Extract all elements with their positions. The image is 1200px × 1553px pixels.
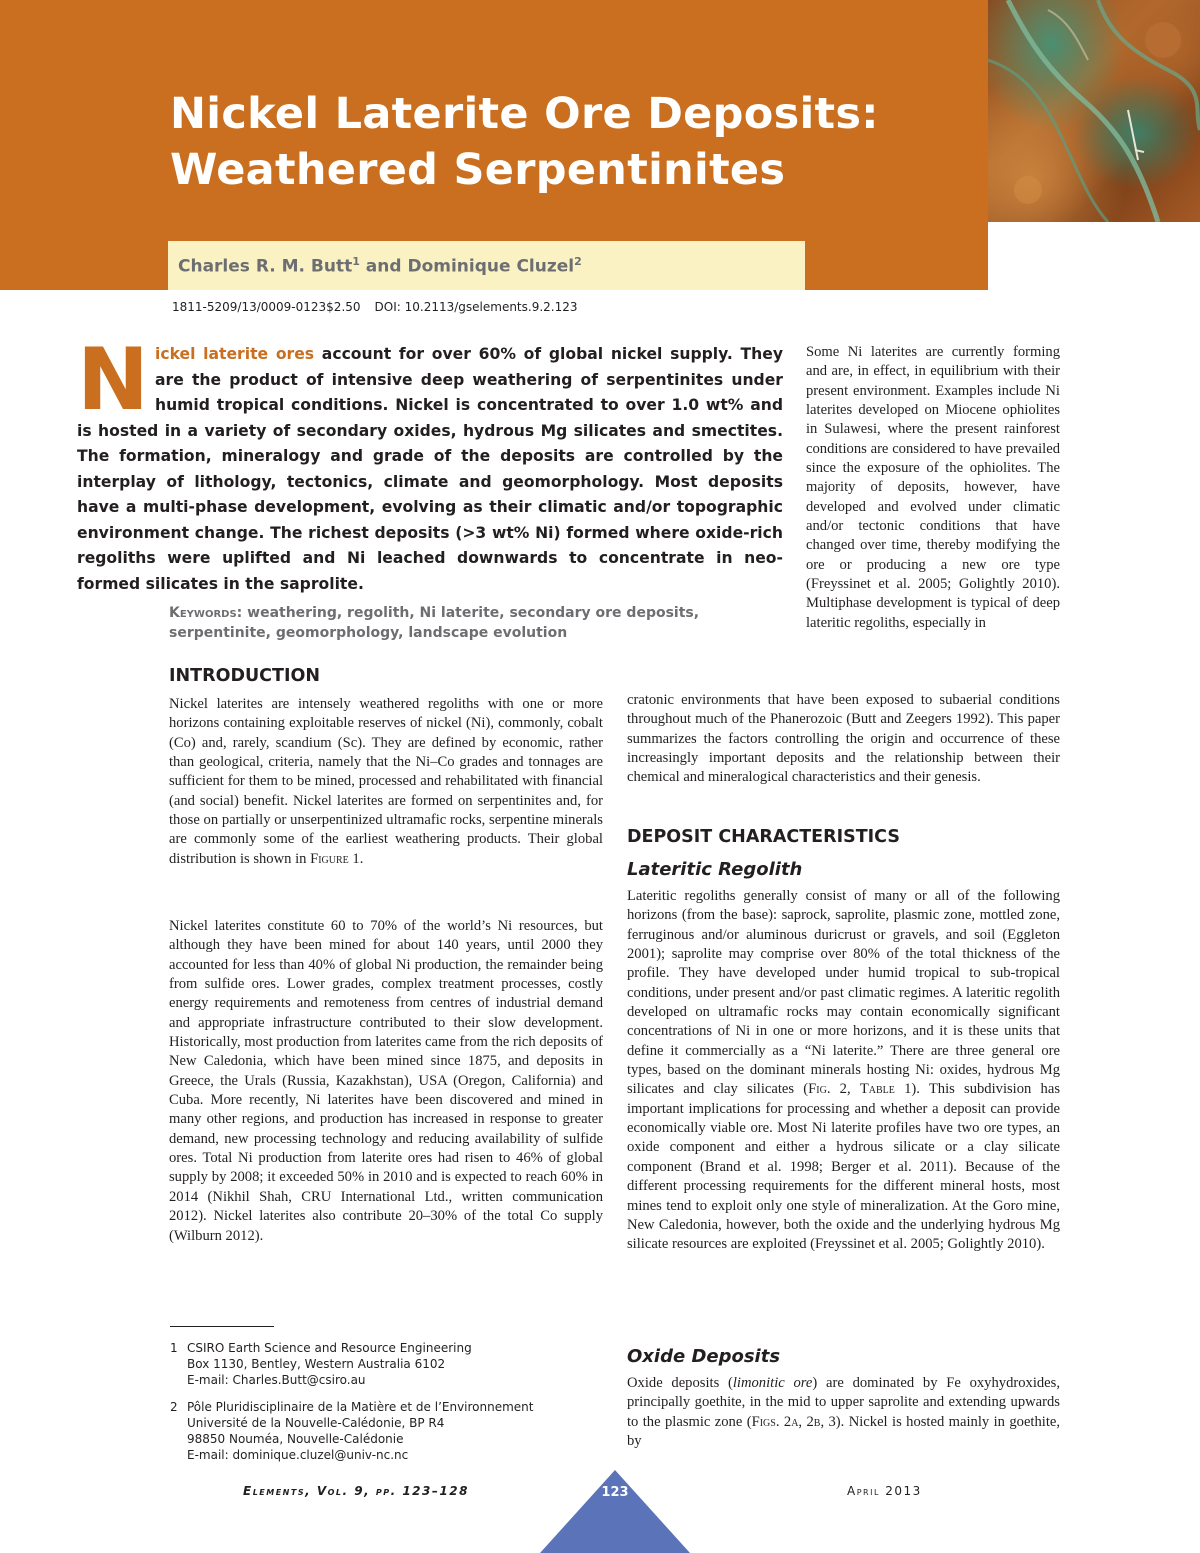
oxide-text-a: Oxide deposits ( [627, 1375, 733, 1391]
footer-journal [243, 1484, 469, 1498]
page-number-triangle [540, 1470, 690, 1553]
footnote-2-line-1: Pôle Pluridisciplinaire de la Matière et de l’Environnement [187, 1400, 534, 1414]
keywords [169, 603, 729, 643]
footnote-1-line-2: Box 1130, Bentley, Western Australia 6102 [187, 1357, 446, 1371]
issn: 1811-5209/13/0009-0123$2.50 [172, 300, 361, 314]
footnote-1-number: 1 [170, 1341, 178, 1355]
right-column-paragraph-continued: cratonic environments that have been exposed to subaerial conditions throughout much of the Phanerozoic (Butt and Zeegers 1992). This paper summarizes the factors controlling the origin and occurrence of these increasingly important deposits and the relationship between their chemical and mineralogical characteristics and their genesis. [627, 692, 1060, 786]
author-2-affiliation: 2 [574, 255, 582, 268]
fig-ref: Fig [808, 1081, 827, 1098]
title-line-2: Weathered Serpentinites [170, 145, 786, 195]
doi-line [172, 300, 578, 314]
page-number: 123 [601, 1485, 629, 1500]
drop-cap: N [77, 330, 149, 430]
introduction-paragraph-1 [169, 695, 603, 869]
oxide-text-d: , 2 [798, 1413, 814, 1430]
introduction-heading: INTRODUCTION [169, 666, 320, 686]
footnote-2-line-3: 98850 Nouméa, Nouvelle-Calédonie [187, 1432, 404, 1446]
lateritic-regolith-heading: Lateritic Regolith [627, 859, 803, 880]
author-1: Charles R. M. Butt [178, 256, 353, 277]
footnote-2 [170, 1399, 590, 1463]
footer-date: April 2013 [847, 1484, 922, 1498]
author-2: Dominique Cluzel [407, 256, 575, 277]
journal-volume: , Vol. 9, pp. 123–128 [305, 1484, 469, 1498]
fig-2a-ref: a [791, 1413, 799, 1430]
footnote-2-line-2: Université de la Nouvelle-Calédonie, BP R4 [187, 1416, 445, 1430]
author-1-affiliation: 1 [352, 255, 360, 268]
table-ref: Table [859, 1081, 895, 1098]
oxide-deposits-paragraph [627, 1374, 1060, 1451]
footnote-divider [170, 1326, 274, 1327]
introduction-paragraph-2: Nickel laterites constitute 60 to 70% of the world’s Ni resources, but although they have been mined for about 140 years, until 2000 they accounted for less than 40% of global Ni production, the remainder being from sulfide ores. Lower grades, complex treatment processes, costly energy requirements and remoteness from centres of industrial demand and appropriate infrastructure contributed to their slow development. Historically, most production from laterites came from the rich deposits of New Caledonia, which have been mined since 1875, and deposits in Greece, the Urals (Russia, Kazakhstan), USA (Oregon, California) and Cuba. More recently, Ni laterites have been discovered and mined in many other regions, and production has increased in response to greater demand, new processing technology and reducing availability of sulfide ores. Total Ni production from laterite ores had risen to 46% of global supply by 2008; it exceeded 50% in 2010 and is expected to reach 60% in 2014 (Nikhil Shah, CRU International Ltd., written communication 2012). Nickel laterites also contribute 20–30% of the total Co supply (Wilburn 2012). [169, 918, 603, 1244]
fig-2b-ref: b [813, 1413, 821, 1430]
deposit-characteristics-heading: DEPOSIT CHARACTERISTICS [627, 827, 900, 847]
article-title [170, 86, 970, 198]
footnote-2-email[interactable]: E-mail: dominique.cluzel@univ-nc.nc [187, 1448, 409, 1462]
oxide-text-c: . 2 [775, 1413, 792, 1430]
oxide-deposits-heading: Oxide Deposits [627, 1346, 781, 1367]
author-box [168, 241, 805, 290]
intro-p1-text: Nickel laterites are intensely weathered regoliths with one or more horizons containing exploitable reserves of nickel (Ni), commonly, cobalt (Co) and, rarely, scandium (Sc). They are defined by economic, rather than geological, criteria, namely that the Ni–Co grades and tonnages are sufficient for them to be mined, processed and rehabilitated with financial (and social) benefit. Nickel laterites are formed on serpentinites and, for those on partially or unserpentinized ultramafic rocks, serpentine minerals are commonly some of the earliest weathering products. Their global distribution is shown in [169, 696, 603, 867]
footnote-2-number: 2 [170, 1400, 178, 1414]
keywords-text: weathering, regolith, Ni laterite, secondary ore deposits, serpentinite, geomorphology, landscape evolution [169, 605, 700, 641]
lateritic-text-b: . 2, [826, 1081, 860, 1098]
intro-p1-end: 1. [348, 850, 364, 867]
abstract-lead: ickel laterite ores [154, 345, 315, 363]
journal-name: Elements [243, 1484, 306, 1498]
right-column-paragraph-top: Some Ni laterites are currently forming and are, in effect, in equilibrium with their present environment. Examples include Ni laterites developed on Miocene ophiolites in Sulawesi, where the present rainforest conditions are considered to have prevailed since the exposure of the ophiolites. The majority of deposits, however, have developed and evolved under climatic and/or tectonic conditions that have changed over time, thereby modifying the ore or producing a new ore type (Freyssinet et al. 2005; Golightly 2010). Multiphase development is typical of deep lateritic regoliths, especially in [806, 344, 1060, 631]
doi[interactable]: DOI: 10.2113/gselements.9.2.123 [374, 300, 578, 314]
author-conjunction: and [359, 256, 408, 277]
serpentinite-photo [988, 0, 1200, 222]
abstract [77, 330, 783, 597]
keywords-label: Keywords: [169, 605, 243, 621]
figs-ref: Figs [751, 1413, 776, 1430]
abstract-text: account for over 60% of global nickel supply. They are the product of intensive deep weathering of serpentinites under humid tropical conditions. Nickel is concentrated to over 1.0 wt% and is hosted in a variety of secondary oxides, hydrous Mg silicates and smectites. The formation, mineralogy and grade of the deposits are controlled by the interplay of lithology, tectonics, climate and geomorphology. Most deposits have a multi-phase development, evolving as their climatic and/or topographic environment change. The richest deposits (>3 wt% Ni) formed where oxide-rich regoliths were uplifted and Ni leached downwards to concentrate in neo-formed silicates in the saprolite. [77, 345, 783, 593]
oxide-emphasis: limonitic ore [732, 1375, 813, 1391]
oxide-text-e: , 3). Nickel is hosted mainly in goethite, by [627, 1413, 1061, 1450]
figure-ref: Figure [310, 850, 349, 867]
lateritic-regolith-paragraph [627, 887, 1060, 1255]
oxide-text-b: ) are dominated by Fe oxyhydroxides, principally goethite, in the mid to upper saprolite and extending upwards to the plasmic zone ( [627, 1375, 1060, 1430]
lateritic-text-a: Lateritic regoliths generally consist of many or all of the following horizons (from the base): saprock, saprolite, plasmic zone, mottled zone, ferruginous and/or aluminous duricrust or gravels, and soil (Eggleton 2001); saprolite may comprise over 80% of the total thickness of the profile. They have developed under humid tropical to sub-tropical conditions, under present and/or past climatic regimes. A lateritic regolith developed on ultramafic rocks may contain economically significant concentrations of Ni in one or more horizons, and it is these units that define it commercially as a “Ni laterite.” There are three general ore types, based on the dominant minerals hosting Ni: oxides, hydrous Mg silicates and clay silicates ( [627, 888, 1060, 1098]
footnote-1-line-1: CSIRO Earth Science and Resource Engineering [187, 1341, 472, 1355]
title-line-1: Nickel Laterite Ore Deposits: [170, 89, 879, 139]
lateritic-text-c: 1). This subdivision has important implications for processing and whether a deposit can provide economically viable ore. Most Ni laterite profiles have two ore types, an oxide component and either a hydrous silicate or a clay silicate component (Brand et al. 1998; Berger et al. 2011). Because of the different processing requirements for the different mineral hosts, most mines tend to exploit only one style of mineralization. At the Goro mine, New Caledonia, however, both the oxide and the underlying hydrous Mg silicate resources are exploited (Freyssinet et al. 2005; Golightly 2010). [627, 1081, 1060, 1253]
footnote-1-email[interactable]: E-mail: Charles.Butt@csiro.au [187, 1373, 366, 1387]
footnote-1 [170, 1340, 590, 1388]
